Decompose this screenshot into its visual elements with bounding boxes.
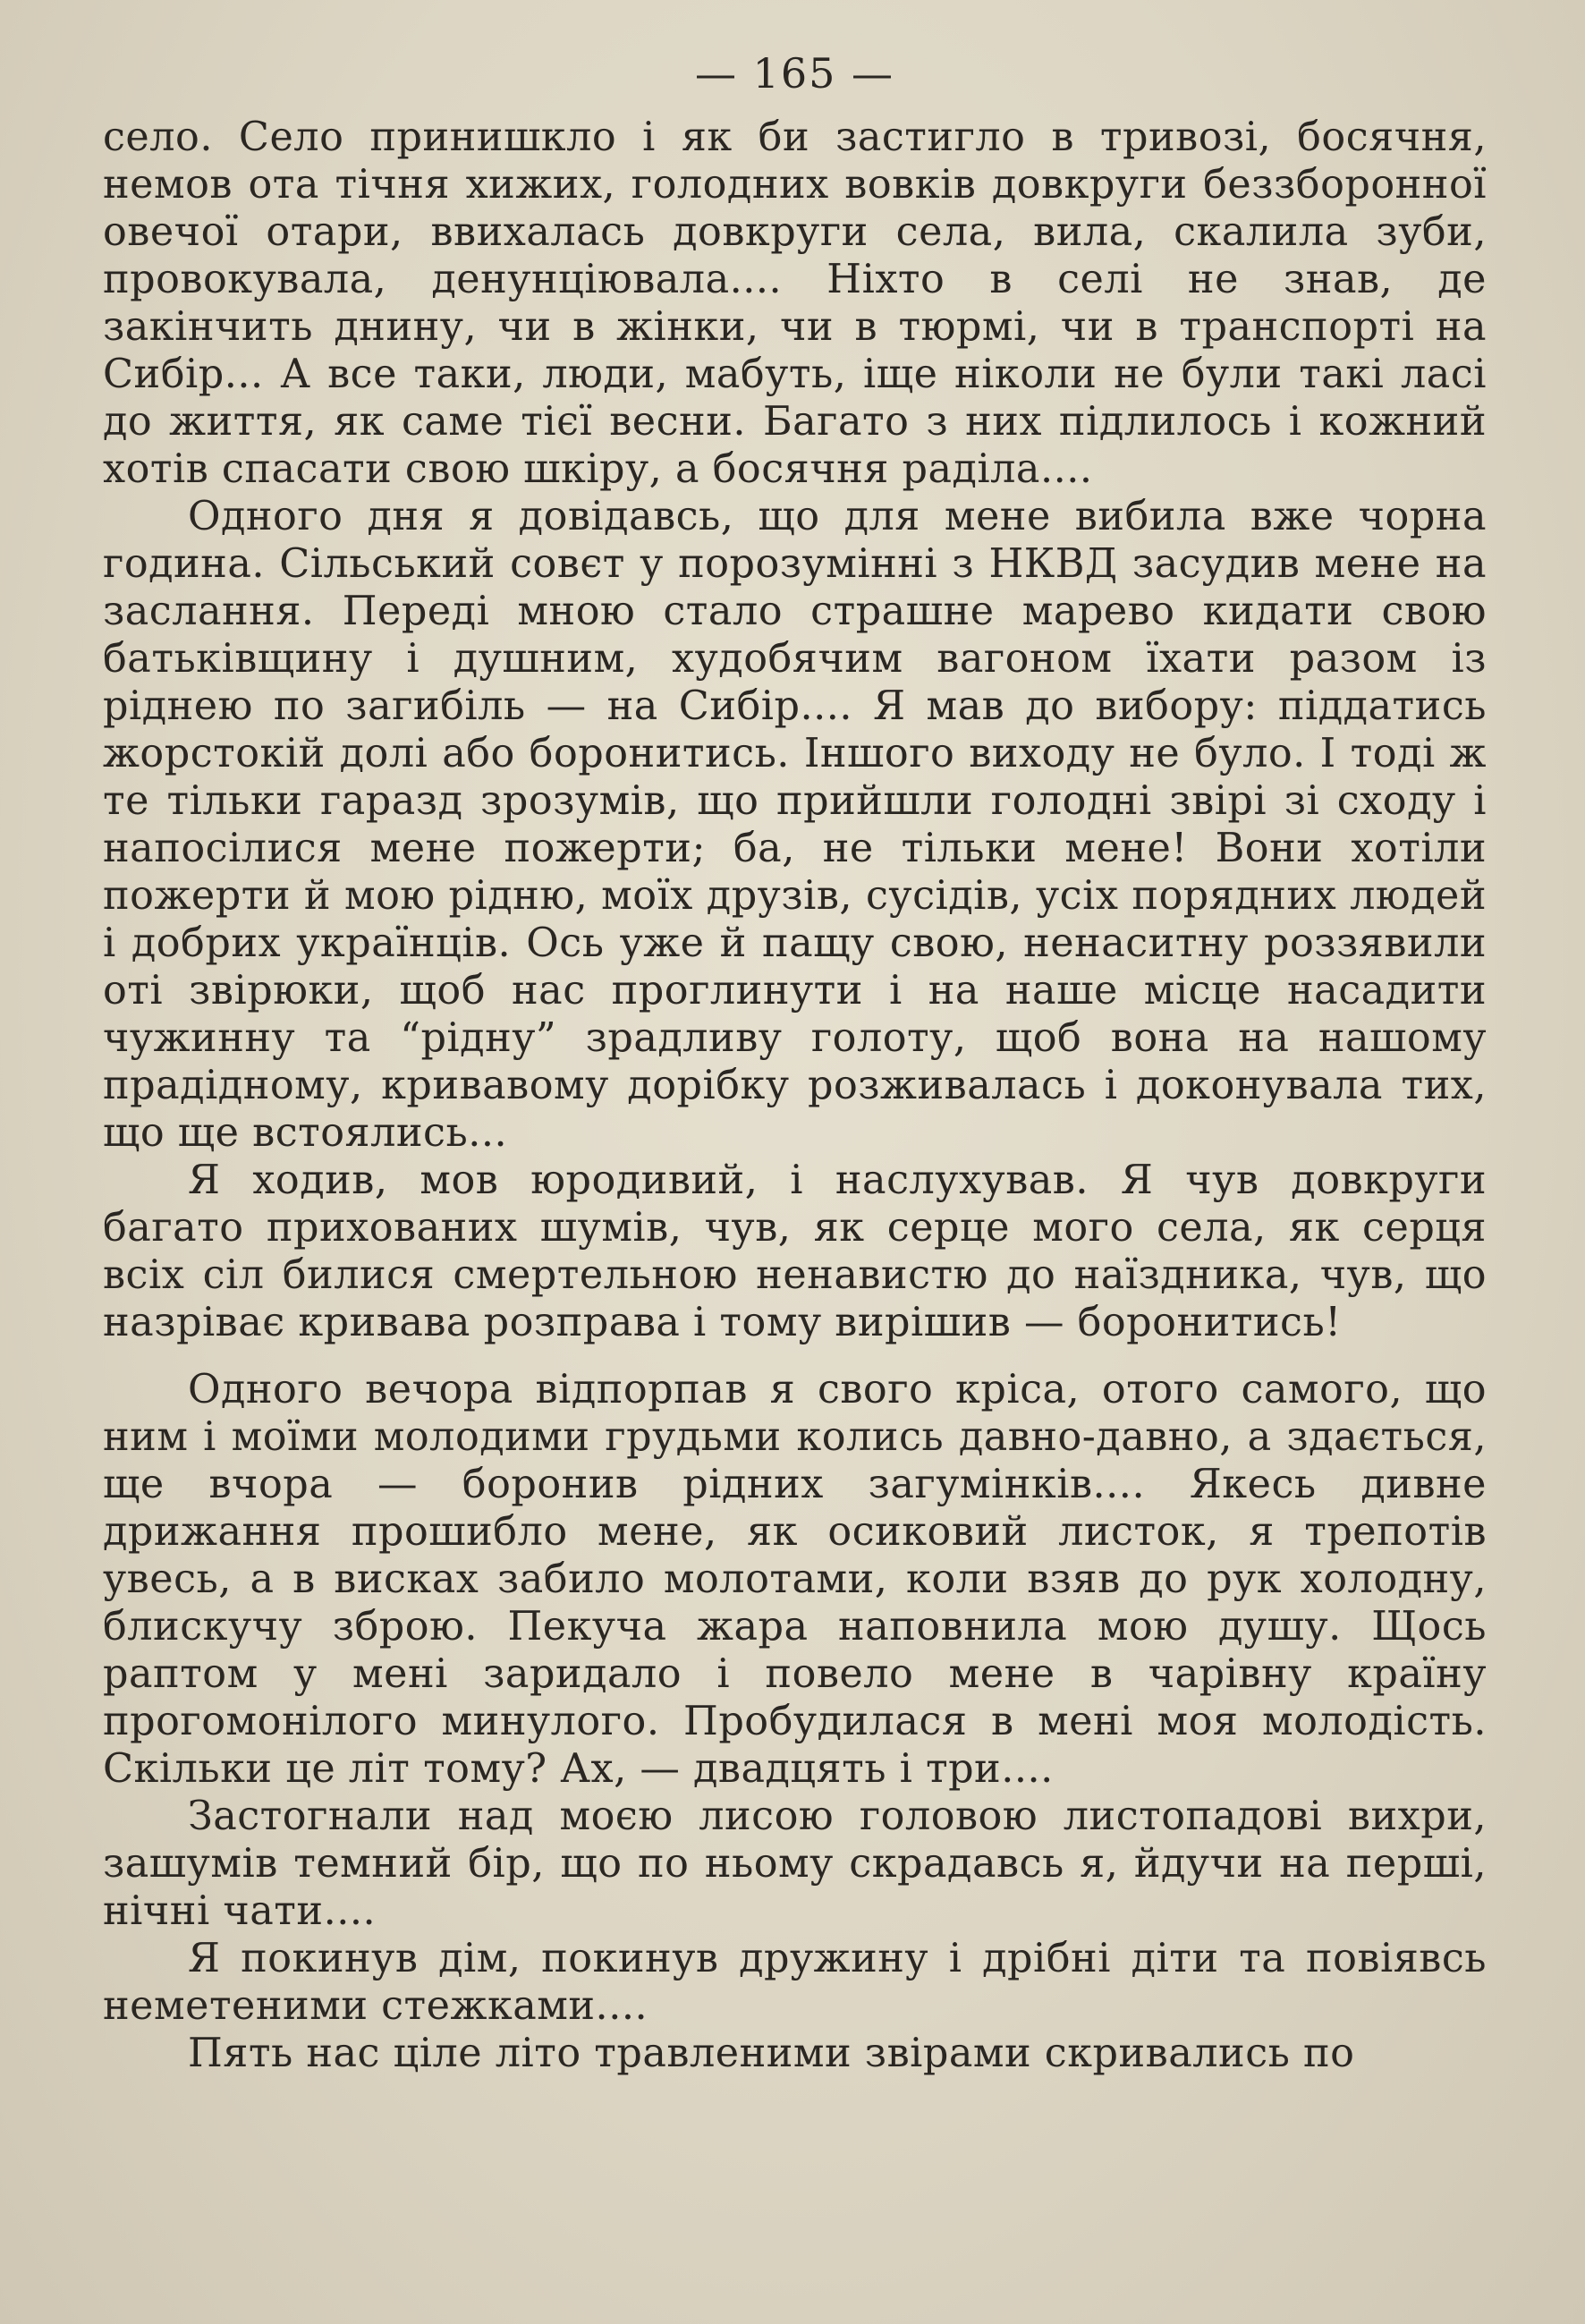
paragraph-1: село. Село принишкло і як би застигло в тривозі, босячня, немов ота тічня хижих, голодних вовків довкруги беззборонної овечої отари, ввихалась довкруги села, вила, скалила зуби, провокувала, денунціювала.... Ніхто в селі не знав, де закінчить днину, чи в жінки, чи в тюрмі, чи в транспорті на Сибір... А все таки, люди, мабуть, іще ніколи не були такі ласі до життя, як саме тієї весни. Багато з них підлилось і кожний хотів спасати свою шкіру, а босячня раділа.... (103, 115, 1487, 492)
paragraph-6: Я покинув дім, покинув дружину і дрібні діти та повіявсь неметеними стежками.... (103, 1936, 1487, 2029)
paragraph-3: Я ходив, мов юродивий, і наслухував. Я чув довкруги багато прихованих шумів, чув, як серце мого села, як серця всіх сіл билися смертельною ненавистю до наїздника, чув, що назріває кривава розправа і тому вирішив — боронитись! (103, 1158, 1487, 1345)
paragraph-7: Пять нас ціле літо травленими звірами скривались по (188, 2031, 1355, 2076)
paragraph-2: Одного дня я довідавсь, що для мене вибила вже чорна година. Сільський совєт у порозумінні з НКВД засудив мене на заслання. Переді мною стало страшне марево кидати свою батьківщину і душним, худобячим вагоном їхати разом із ріднею по загибіль — на Сибір.... Я мав до вибору: піддатись жорстокій долі або боронитись. Іншого виходу не було. І тоді ж те тільки гаразд зрозумів, що прийшли голодні звірі зі сходу і напосілися мене пожерти; ба, не тільки мене! Вони хотіли пожерти й мою рідню, моїх друзів, сусідів, усіх порядних людей і добрих українців. Ось уже й пащу свою, ненаситну роззявили оті звірюки, щоб нас проглинути і на наше місце насадити чужинну та “рідну” зрадливу голоту, щоб вона на нашому прадідному, кривавому дорібку розживалась і доконувала тих, що ще встоялись... (103, 494, 1487, 1156)
page-number: — 165 — (694, 49, 895, 98)
body-text (103, 114, 1487, 2077)
paragraph-4: Одного вечора відпорпав я свого кріса, отого самого, що ним і моїми молодими грудьми колись давно-давно, а здається, ще вчора — боронив рідних загумінків.... Якесь дивне дрижання прошибло мене, як осиковий листок, я трепотів увесь, а в висках забило молотами, коли взяв до рук холодну, блискучу зброю. Пекуча жара наповнила мою душу. Щось раптом у мені заридало і повело мене в чарівну країну прогомонілого минулого. Пробудилася в мені моя молодість. Скільки це літ тому? Ах, — двадцять і три.... (103, 1367, 1487, 1792)
paragraph-5: Застогнали над моєю лисою головою листопадові вихри, зашумів темний бір, що по ньому скрадавсь я, йдучи на перші, нічні чати.... (103, 1794, 1487, 1934)
